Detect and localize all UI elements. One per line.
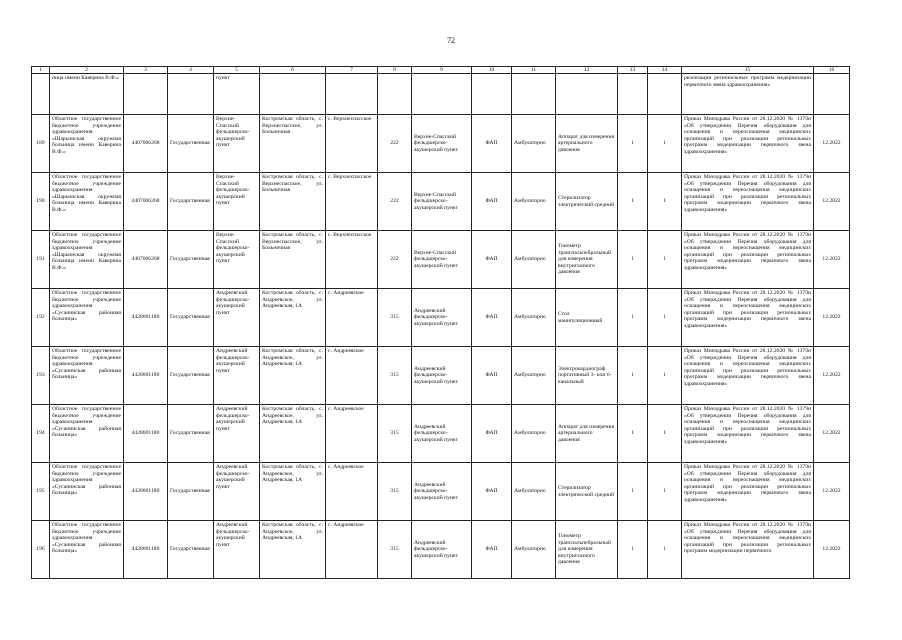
population-cell: 315 [378, 463, 412, 521]
order-cell: Приказ Минздрава России от 28.12.2020 № 1379н «Об утверждении Перечня оборудования для оснащения и переоснащения медицинских организаций при реализации региональных программ модернизации первичного звена здравоохранения» [682, 115, 814, 173]
facility-type-cell: ФАП [472, 231, 512, 289]
care-condition-cell: Амбулаторно [512, 521, 556, 579]
unit-cell: пункт [214, 74, 260, 115]
unit-cell: Верхне-Спасский фельдшерско-акушерский пункт [214, 173, 260, 231]
page-number: 72 [447, 36, 455, 45]
row-number-cell: 194 [32, 405, 50, 463]
date-cell: 12.2022 [814, 173, 850, 231]
row-number-cell: 193 [32, 347, 50, 405]
equipment-cell: Стерилизатор электрический средний [556, 173, 618, 231]
settlement-cell: с. Андреевское [326, 521, 378, 579]
org-cell: Областное государственное бюджетное учреждение здравоохранения «Шарьинская окружная больница имени Каверина В.Ф.» [50, 231, 124, 289]
unit-cell: Андреевский фельдшерско-акушерский пункт [214, 405, 260, 463]
table-row [32, 405, 850, 463]
table-row [32, 463, 850, 521]
ownership-cell: Государственная [168, 405, 214, 463]
date-cell: 12.2022 [814, 289, 850, 347]
inn-cell: 4407006268 [124, 231, 168, 289]
quantity-total-cell: 1 [648, 231, 682, 289]
ownership-cell: Государственная [168, 521, 214, 579]
row-number-cell: 196 [32, 521, 50, 579]
address-cell: Костромская область, с. Андреевское, ул. Андреевская, 1А [260, 521, 326, 579]
column-number: 2 [50, 67, 124, 74]
address-cell: Костромская область, с. Верхнеспасское, ул. Больничная [260, 173, 326, 231]
facility-name-cell: Андреевский фельдшерско-акушерский пункт [412, 289, 472, 347]
population-cell: 222 [378, 115, 412, 173]
settlement-cell: с. Андреевское [326, 347, 378, 405]
address-cell: Костромская область, с. Андреевское, ул. Андреевская, 1А [260, 405, 326, 463]
facility-type-cell: ФАП [472, 405, 512, 463]
address-cell: Костромская область, с. Верхнеспасское, ул. Больничная [260, 115, 326, 173]
row-number-cell: 191 [32, 231, 50, 289]
inn-cell: 4428001180 [124, 521, 168, 579]
column-number: 10 [472, 67, 512, 74]
equipment-cell: Тонометр транспальпебральный для измерения внутриглазного давления [556, 521, 618, 579]
column-number: 1 [32, 67, 50, 74]
column-number: 12 [556, 67, 618, 74]
inn-cell: 4428001180 [124, 405, 168, 463]
equipment-cell: Стерилизатор электрический средний [556, 463, 618, 521]
date-cell: 12.2022 [814, 115, 850, 173]
org-cell: Областное государственное бюджетное учреждение здравоохранения «Шарьинская окружная больница имени Каверина В.Ф.» [50, 115, 124, 173]
quantity-total-cell: 1 [648, 115, 682, 173]
quantity-cell: 1 [618, 405, 648, 463]
quantity-total-cell: 1 [648, 347, 682, 405]
order-cell: Приказ Минздрава России от 28.12.2020 № 1379н «Об утверждении Перечня оборудования для оснащения и переоснащения медицинских организаций при реализации региональных программ модернизации первичного звена здравоохранения» [682, 347, 814, 405]
column-number: 7 [326, 67, 378, 74]
quantity-total-cell: 1 [648, 405, 682, 463]
org-cell: Областное государственное бюджетное учреждение здравоохранения «Сусанинская районная больница» [50, 405, 124, 463]
order-cell: Приказ Минздрава России от 28.12.2020 № 1379н «Об утверждении Перечня оборудования для оснащения и переоснащения медицинских организаций при реализации региональных программ модернизации первичного звена здравоохранения» [682, 405, 814, 463]
equipment-cell: Тонометр транспальпебральный для измерения внутриглазного давления [556, 231, 618, 289]
settlement-cell: с. Верхнеспасское [326, 115, 378, 173]
column-number: 13 [618, 67, 648, 74]
settlement-cell: с. Андреевское [326, 405, 378, 463]
facility-type-cell: ФАП [472, 289, 512, 347]
care-condition-cell: Амбулаторно [512, 347, 556, 405]
column-number: 9 [412, 67, 472, 74]
population-cell: 222 [378, 231, 412, 289]
org-cell: Областное государственное бюджетное учреждение здравоохранения «Сусанинская районная больница» [50, 521, 124, 579]
row-number-cell: 190 [32, 173, 50, 231]
table-row [32, 347, 850, 405]
org-cell: Областное государственное бюджетное учреждение здравоохранения «Сусанинская районная больница» [50, 289, 124, 347]
quantity-cell: 1 [618, 463, 648, 521]
quantity-cell: 1 [618, 521, 648, 579]
table-row [32, 289, 850, 347]
row-number-cell: 192 [32, 289, 50, 347]
care-condition-cell: Амбулаторно [512, 289, 556, 347]
continued-row [32, 74, 850, 115]
ownership-cell: Государственная [168, 347, 214, 405]
column-number-row [32, 67, 850, 74]
quantity-total-cell: 1 [648, 289, 682, 347]
care-condition-cell: Амбулаторно [512, 405, 556, 463]
org-cell: Областное государственное бюджетное учреждение здравоохранения «Сусанинская районная больница» [50, 463, 124, 521]
org-cell: Областное государственное бюджетное учреждение здравоохранения «Сусанинская районная больница» [50, 347, 124, 405]
table-row [32, 115, 850, 173]
care-condition-cell: Амбулаторно [512, 231, 556, 289]
date-cell: 12.2022 [814, 463, 850, 521]
order-cell: Приказ Минздрава России от 28.12.2020 № 1379н «Об утверждении Перечня оборудования для оснащения и переоснащения медицинских организаций при реализации региональных программ модернизации первичного звена здравоохранения» [682, 173, 814, 231]
column-number: 5 [214, 67, 260, 74]
facility-name-cell: Андреевский фельдшерско-акушерский пункт [412, 521, 472, 579]
order-cell: реализации региональных программ модернизации первичного звена здравоохранения» [682, 74, 814, 115]
date-cell: 12.2022 [814, 521, 850, 579]
facility-name-cell: Верхне-Спасский фельдшерско-акушерский пункт [412, 231, 472, 289]
facility-name-cell: Андреевский фельдшерско-акушерский пункт [412, 405, 472, 463]
facility-name-cell: Верхне-Спасский фельдшерско-акушерский пункт [412, 173, 472, 231]
table-row [32, 231, 850, 289]
address-cell: Костромская область, с. Андреевское, ул. Андреевская, 1А [260, 463, 326, 521]
column-number: 16 [814, 67, 850, 74]
population-cell: 315 [378, 347, 412, 405]
inn-cell: 4407006268 [124, 173, 168, 231]
facility-type-cell: ФАП [472, 463, 512, 521]
population-cell: 315 [378, 521, 412, 579]
equipment-cell: Электрокардиограф портативный 3- или 6-канальный [556, 347, 618, 405]
order-cell: Приказ Минздрава России от 28.12.2020 № 1379н «Об утверждении Перечня оборудования для оснащения и переоснащения медицинских организаций при реализации региональных программ модернизации первичного [682, 521, 814, 579]
column-number: 8 [378, 67, 412, 74]
quantity-cell: 1 [618, 115, 648, 173]
quantity-total-cell: 1 [648, 463, 682, 521]
care-condition-cell: Амбулаторно [512, 463, 556, 521]
column-number: 6 [260, 67, 326, 74]
org-cell: ница имени Каверина В.Ф.» [50, 74, 124, 115]
quantity-cell: 1 [618, 289, 648, 347]
unit-cell: Андреевский фельдшерско-акушерский пункт [214, 347, 260, 405]
quantity-total-cell: 1 [648, 521, 682, 579]
order-cell: Приказ Минздрава России от 28.12.2020 № 1379н «Об утверждении Перечня оборудования для оснащения и переоснащения медицинских организаций при реализации региональных программ модернизации первичного звена здравоохранения» [682, 463, 814, 521]
population-cell: 315 [378, 289, 412, 347]
order-cell: Приказ Минздрава России от 28.12.2020 № 1379н «Об утверждении Перечня оборудования для оснащения и переоснащения медицинских организаций при реализации региональных программ модернизации первичного звена здравоохранения» [682, 231, 814, 289]
row-number-cell: 195 [32, 463, 50, 521]
facility-name-cell: Андреевский фельдшерско-акушерский пункт [412, 347, 472, 405]
facility-name-cell: Андреевский фельдшерско-акушерский пункт [412, 463, 472, 521]
ownership-cell: Государственная [168, 173, 214, 231]
care-condition-cell: Амбулаторно [512, 173, 556, 231]
column-number: 3 [124, 67, 168, 74]
equipment-cell: Аппарат для измерения артериального давления [556, 115, 618, 173]
facility-name-cell: Верхне-Спасский фельдшерско-акушерский пункт [412, 115, 472, 173]
column-number: 15 [682, 67, 814, 74]
facility-type-cell: ФАП [472, 347, 512, 405]
address-cell: Костромская область, с. Андреевское, ул. Андреевская, 1А [260, 347, 326, 405]
unit-cell: Андреевский фельдшерско-акушерский пункт [214, 289, 260, 347]
address-cell: Костромская область, с. Верхнеспасское, ул. Больничная [260, 231, 326, 289]
settlement-cell: с. Андреевское [326, 289, 378, 347]
facility-type-cell: ФАП [472, 521, 512, 579]
facility-type-cell: ФАП [472, 115, 512, 173]
ownership-cell: Государственная [168, 115, 214, 173]
order-cell: Приказ Минздрава России от 28.12.2020 № 1379н «Об утверждении Перечня оборудования для оснащения и переоснащения медицинских организаций при реализации региональных программ модернизации первичного звена здравоохранения» [682, 289, 814, 347]
equipment-cell: Стол манипуляционный [556, 289, 618, 347]
quantity-cell: 1 [618, 173, 648, 231]
unit-cell: Андреевский фельдшерско-акушерский пункт [214, 463, 260, 521]
unit-cell: Верхне-Спасский фельдшерско-акушерский пункт [214, 231, 260, 289]
date-cell: 12.2022 [814, 405, 850, 463]
address-cell: Костромская область, с. Андреевское, ул. Андреевская, 1А [260, 289, 326, 347]
settlement-cell: с. Верхнеспасское [326, 173, 378, 231]
population-cell: 315 [378, 405, 412, 463]
inn-cell: 4407006268 [124, 115, 168, 173]
ownership-cell: Государственная [168, 289, 214, 347]
equipment-cell: Аппарат для измерения артериального давления [556, 405, 618, 463]
equipment-table [31, 66, 850, 579]
population-cell: 222 [378, 173, 412, 231]
column-number: 4 [168, 67, 214, 74]
table-row [32, 521, 850, 579]
inn-cell: 4428001180 [124, 347, 168, 405]
date-cell: 12.2022 [814, 231, 850, 289]
column-number: 14 [648, 67, 682, 74]
care-condition-cell: Амбулаторно [512, 115, 556, 173]
table-row [32, 173, 850, 231]
column-number: 11 [512, 67, 556, 74]
org-cell: Областное государственное бюджетное учреждение здравоохранения «Шарьинская окружная больница имени Каверина В.Ф.» [50, 173, 124, 231]
quantity-total-cell: 1 [648, 173, 682, 231]
settlement-cell: с. Андреевское [326, 463, 378, 521]
settlement-cell: с. Верхнеспасское [326, 231, 378, 289]
inn-cell: 4428001180 [124, 289, 168, 347]
unit-cell: Андреевский фельдшерско-акушерский пункт [214, 521, 260, 579]
row-number-cell: 189 [32, 115, 50, 173]
ownership-cell: Государственная [168, 463, 214, 521]
unit-cell: Верхне-Спасский фельдшерско-акушерский пункт [214, 115, 260, 173]
quantity-cell: 1 [618, 231, 648, 289]
inn-cell: 4428001180 [124, 463, 168, 521]
date-cell: 12.2022 [814, 347, 850, 405]
ownership-cell: Государственная [168, 231, 214, 289]
facility-type-cell: ФАП [472, 173, 512, 231]
quantity-cell: 1 [618, 347, 648, 405]
